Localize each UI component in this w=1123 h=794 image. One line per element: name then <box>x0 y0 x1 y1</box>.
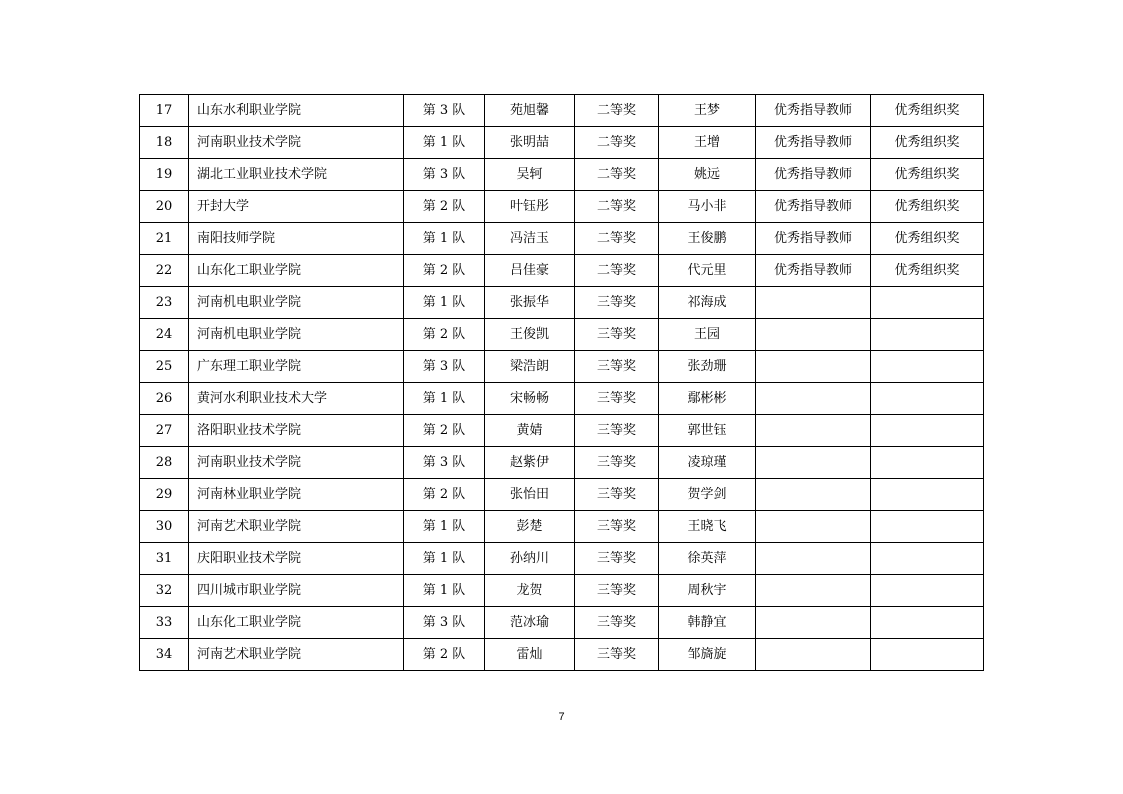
cell-number: 34 <box>140 639 189 671</box>
cell-school: 河南林业职业学院 <box>189 479 404 511</box>
cell-teacher: 徐英萍 <box>659 543 756 575</box>
cell-team: 第 1 队 <box>404 543 485 575</box>
cell-award: 三等奖 <box>575 575 659 607</box>
cell-teacher: 凌琼瑾 <box>659 447 756 479</box>
cell-teacher-award <box>756 287 871 319</box>
cell-team: 第 2 队 <box>404 191 485 223</box>
cell-teacher: 姚远 <box>659 159 756 191</box>
table-row <box>140 255 984 287</box>
table-body <box>140 95 984 671</box>
cell-teacher-award: 优秀指导教师 <box>756 95 871 127</box>
cell-teacher-award <box>756 607 871 639</box>
cell-award: 三等奖 <box>575 639 659 671</box>
cell-school: 山东水利职业学院 <box>189 95 404 127</box>
cell-award: 三等奖 <box>575 383 659 415</box>
cell-student: 宋畅畅 <box>485 383 575 415</box>
cell-team: 第 1 队 <box>404 127 485 159</box>
cell-school: 河南机电职业学院 <box>189 287 404 319</box>
cell-organization-award: 优秀组织奖 <box>871 255 984 287</box>
cell-organization-award: 优秀组织奖 <box>871 95 984 127</box>
cell-organization-award <box>871 447 984 479</box>
cell-school: 河南艺术职业学院 <box>189 639 404 671</box>
cell-student: 龙贺 <box>485 575 575 607</box>
cell-organization-award <box>871 511 984 543</box>
cell-teacher: 王园 <box>659 319 756 351</box>
table-row <box>140 479 984 511</box>
cell-team: 第 1 队 <box>404 575 485 607</box>
table-row <box>140 543 984 575</box>
cell-student: 苑旭馨 <box>485 95 575 127</box>
cell-team: 第 2 队 <box>404 255 485 287</box>
cell-school: 河南职业技术学院 <box>189 447 404 479</box>
cell-teacher-award <box>756 351 871 383</box>
cell-award: 三等奖 <box>575 479 659 511</box>
cell-student: 吕佳豪 <box>485 255 575 287</box>
cell-award: 二等奖 <box>575 159 659 191</box>
cell-organization-award <box>871 575 984 607</box>
cell-award: 三等奖 <box>575 511 659 543</box>
cell-school: 湖北工业职业技术学院 <box>189 159 404 191</box>
table-row <box>140 191 984 223</box>
cell-award: 二等奖 <box>575 223 659 255</box>
cell-number: 26 <box>140 383 189 415</box>
cell-student: 叶钰彤 <box>485 191 575 223</box>
cell-number: 33 <box>140 607 189 639</box>
cell-teacher-award: 优秀指导教师 <box>756 159 871 191</box>
cell-student: 王俊凯 <box>485 319 575 351</box>
table-row <box>140 383 984 415</box>
cell-teacher: 代元里 <box>659 255 756 287</box>
table-row <box>140 511 984 543</box>
cell-student: 梁浩朗 <box>485 351 575 383</box>
cell-organization-award <box>871 543 984 575</box>
cell-school: 山东化工职业学院 <box>189 255 404 287</box>
cell-teacher: 王晓飞 <box>659 511 756 543</box>
cell-school: 广东理工职业学院 <box>189 351 404 383</box>
cell-school: 河南艺术职业学院 <box>189 511 404 543</box>
cell-teacher-award <box>756 447 871 479</box>
cell-number: 20 <box>140 191 189 223</box>
cell-award: 二等奖 <box>575 255 659 287</box>
cell-school: 南阳技师学院 <box>189 223 404 255</box>
table-row <box>140 95 984 127</box>
cell-organization-award: 优秀组织奖 <box>871 127 984 159</box>
cell-organization-award <box>871 607 984 639</box>
cell-award: 二等奖 <box>575 95 659 127</box>
cell-number: 25 <box>140 351 189 383</box>
cell-student: 赵紫伊 <box>485 447 575 479</box>
cell-teacher-award: 优秀指导教师 <box>756 191 871 223</box>
cell-number: 22 <box>140 255 189 287</box>
cell-team: 第 2 队 <box>404 319 485 351</box>
table-row <box>140 447 984 479</box>
cell-teacher: 王梦 <box>659 95 756 127</box>
cell-school: 黄河水利职业技术大学 <box>189 383 404 415</box>
cell-student: 范冰瑜 <box>485 607 575 639</box>
cell-award: 三等奖 <box>575 415 659 447</box>
cell-number: 31 <box>140 543 189 575</box>
cell-teacher-award: 优秀指导教师 <box>756 127 871 159</box>
cell-teacher-award <box>756 319 871 351</box>
cell-student: 黄婧 <box>485 415 575 447</box>
cell-team: 第 3 队 <box>404 351 485 383</box>
cell-teacher: 张劲珊 <box>659 351 756 383</box>
cell-teacher: 贺学剑 <box>659 479 756 511</box>
cell-organization-award: 优秀组织奖 <box>871 223 984 255</box>
cell-number: 30 <box>140 511 189 543</box>
cell-team: 第 1 队 <box>404 223 485 255</box>
cell-number: 18 <box>140 127 189 159</box>
cell-award: 三等奖 <box>575 319 659 351</box>
cell-teacher-award: 优秀指导教师 <box>756 223 871 255</box>
cell-teacher: 马小非 <box>659 191 756 223</box>
table-row <box>140 575 984 607</box>
cell-teacher-award <box>756 415 871 447</box>
cell-team: 第 2 队 <box>404 479 485 511</box>
cell-student: 孙纳川 <box>485 543 575 575</box>
cell-teacher-award <box>756 639 871 671</box>
cell-teacher-award <box>756 479 871 511</box>
cell-organization-award: 优秀组织奖 <box>871 159 984 191</box>
cell-organization-award <box>871 415 984 447</box>
cell-award: 三等奖 <box>575 607 659 639</box>
cell-award: 二等奖 <box>575 191 659 223</box>
cell-student: 彭楚 <box>485 511 575 543</box>
table-row <box>140 319 984 351</box>
cell-school: 山东化工职业学院 <box>189 607 404 639</box>
cell-teacher: 王俊鹏 <box>659 223 756 255</box>
cell-number: 19 <box>140 159 189 191</box>
cell-school: 洛阳职业技术学院 <box>189 415 404 447</box>
cell-student: 张明喆 <box>485 127 575 159</box>
cell-team: 第 3 队 <box>404 447 485 479</box>
cell-award: 三等奖 <box>575 351 659 383</box>
cell-teacher-award <box>756 383 871 415</box>
cell-team: 第 3 队 <box>404 159 485 191</box>
cell-school: 四川城市职业学院 <box>189 575 404 607</box>
cell-student: 吴轲 <box>485 159 575 191</box>
cell-student: 雷灿 <box>485 639 575 671</box>
cell-organization-award <box>871 639 984 671</box>
cell-number: 27 <box>140 415 189 447</box>
cell-organization-award <box>871 287 984 319</box>
cell-award: 三等奖 <box>575 447 659 479</box>
cell-teacher: 鄢彬彬 <box>659 383 756 415</box>
cell-teacher: 邹旖旋 <box>659 639 756 671</box>
cell-school: 开封大学 <box>189 191 404 223</box>
cell-student: 张怡田 <box>485 479 575 511</box>
cell-award: 二等奖 <box>575 127 659 159</box>
cell-organization-award: 优秀组织奖 <box>871 191 984 223</box>
cell-number: 17 <box>140 95 189 127</box>
cell-number: 21 <box>140 223 189 255</box>
cell-team: 第 3 队 <box>404 95 485 127</box>
cell-teacher-award <box>756 575 871 607</box>
cell-teacher: 祁海成 <box>659 287 756 319</box>
cell-team: 第 1 队 <box>404 383 485 415</box>
cell-teacher-award: 优秀指导教师 <box>756 255 871 287</box>
cell-number: 28 <box>140 447 189 479</box>
cell-team: 第 3 队 <box>404 607 485 639</box>
cell-number: 32 <box>140 575 189 607</box>
cell-teacher: 韩静宜 <box>659 607 756 639</box>
cell-teacher: 周秋宇 <box>659 575 756 607</box>
cell-organization-award <box>871 351 984 383</box>
cell-number: 29 <box>140 479 189 511</box>
table-row <box>140 415 984 447</box>
cell-teacher-award <box>756 543 871 575</box>
cell-award: 三等奖 <box>575 287 659 319</box>
table-row <box>140 127 984 159</box>
cell-team: 第 2 队 <box>404 415 485 447</box>
cell-team: 第 1 队 <box>404 287 485 319</box>
cell-organization-award <box>871 479 984 511</box>
cell-student: 冯洁玉 <box>485 223 575 255</box>
table-row <box>140 607 984 639</box>
cell-teacher: 王增 <box>659 127 756 159</box>
cell-number: 24 <box>140 319 189 351</box>
cell-number: 23 <box>140 287 189 319</box>
page-number: 7 <box>558 711 565 723</box>
cell-teacher: 郭世钰 <box>659 415 756 447</box>
cell-team: 第 1 队 <box>404 511 485 543</box>
cell-school: 庆阳职业技术学院 <box>189 543 404 575</box>
table-row <box>140 159 984 191</box>
cell-teacher-award <box>756 511 871 543</box>
cell-school: 河南机电职业学院 <box>189 319 404 351</box>
table-row <box>140 287 984 319</box>
table-row <box>140 351 984 383</box>
table-row <box>140 639 984 671</box>
cell-organization-award <box>871 383 984 415</box>
cell-school: 河南职业技术学院 <box>189 127 404 159</box>
cell-student: 张振华 <box>485 287 575 319</box>
award-results-table <box>139 94 984 671</box>
cell-team: 第 2 队 <box>404 639 485 671</box>
cell-award: 三等奖 <box>575 543 659 575</box>
table-row <box>140 223 984 255</box>
cell-organization-award <box>871 319 984 351</box>
